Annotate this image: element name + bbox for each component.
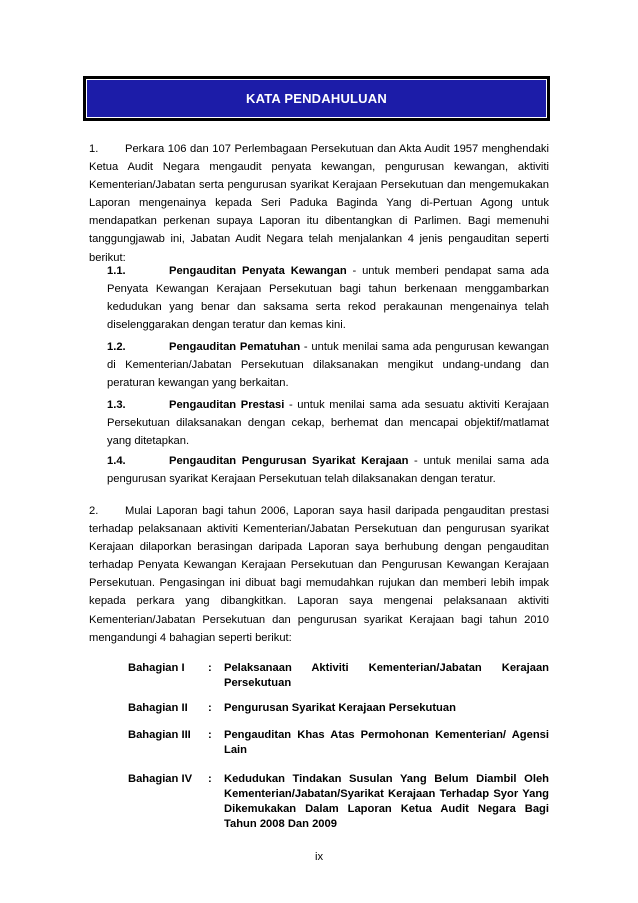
audit-type-1-4 bbox=[107, 452, 549, 488]
audit-type-1-4-text: - untuk menilai sama ada pengurusan syarikat Kerajaan Persekutuan telah dilaksanakan dengan teratur. bbox=[107, 455, 549, 486]
part-desc: Pengurusan Syarikat Kerajaan Persekutuan bbox=[224, 702, 456, 714]
audit-type-1-3-text: - untuk menilai sama ada sesuatu aktiviti Kerajaan Persekutuan dilaksanakan dengan cekap, berhemat dan mencapai objektif/matlamat yang ditetapkan. bbox=[107, 399, 549, 448]
paragraph-1-number: 1. bbox=[89, 143, 99, 155]
header-banner bbox=[83, 76, 550, 121]
audit-type-1-1-number: 1.1. bbox=[107, 265, 126, 277]
paragraph-1-text: Perkara 106 dan 107 Perlembagaan Persekutuan dan Akta Audit 1957 menghendaki Ketua Audit Negara mengaudit penyata kewangan, pengurusan kewangan, aktiviti Kementerian/Jabatan serta pengurusan syarikat Kerajaan Persekutuan dan mengemukakan Laporan mengenainya kepada Seri Paduka Baginda Yang di-Pertuan Agong untuk mendapatkan perkenan supaya Laporan itu dibentangkan di Parlimen. Bagi memenuhi tanggungjawab ini, Jabatan Audit Negara telah menjalankan 4 jenis pengauditan seperti berikut: bbox=[89, 143, 549, 264]
part-colon: : bbox=[208, 702, 212, 714]
audit-type-1-2-text: - untuk menilai sama ada pengurusan kewangan di Kementerian/Jabatan Persekutuan dilaksanakan mengikut undang-undang dan peraturan kewangan yang berkaitan. bbox=[107, 341, 549, 390]
audit-type-1-1-title: Pengauditan Penyata Kewangan bbox=[169, 265, 347, 277]
audit-type-1-4-number: 1.4. bbox=[107, 455, 126, 467]
audit-type-1-2-title: Pengauditan Pematuhan bbox=[169, 341, 301, 353]
part-row-4 bbox=[128, 772, 549, 832]
part-row-2 bbox=[128, 701, 549, 716]
part-desc: Pengauditan Khas Atas Permohonan Kementerian/ Agensi Lain bbox=[224, 729, 549, 756]
audit-type-1-4-title: Pengauditan Pengurusan Syarikat Kerajaan bbox=[169, 455, 409, 467]
parts-list bbox=[128, 661, 549, 832]
part-label: Bahagian III bbox=[128, 729, 191, 741]
paragraph-1 bbox=[89, 140, 549, 267]
paragraph-2-text: Mulai Laporan bagi tahun 2006, Laporan saya hasil daripada pengauditan prestasi terhadap pelaksanaan aktiviti Kementerian/Jabatan Persekutuan dan pengurusan syarikat Kerajaan dilaporkan berasingan daripada Laporan saya berhubung dengan pengauditan terhadap Penyata Kewangan Kerajaan Persekutuan dan Pengurusan Kewangan Kerajaan Persekutuan. Pengasingan ini dibuat bagi memudahkan rujukan dan memberi lebih impak kepada perkara yang dibangkitkan. Laporan saya mengenai pelaksanaan aktiviti Kementerian/Jabatan Persekutuan dan pengurusan syarikat Kerajaan bagi tahun 2010 mengandungi 4 bahagian seperti berikut: bbox=[89, 505, 549, 644]
part-colon: : bbox=[208, 729, 212, 741]
part-label: Bahagian I bbox=[128, 662, 185, 674]
audit-type-1-1 bbox=[107, 262, 549, 334]
audit-type-1-2 bbox=[107, 338, 549, 392]
part-label: Bahagian IV bbox=[128, 773, 193, 785]
audit-type-1-1-text: - untuk memberi pendapat sama ada Penyata Kewangan Kerajaan Persekutuan bagi tahun berkenaan menggambarkan kedudukan yang benar dan saksama serta rekod perakaunan mengenainya telah diselenggarakan dengan teratur dan kemas kini. bbox=[107, 265, 549, 332]
part-row-1 bbox=[128, 661, 549, 691]
page-number: ix bbox=[314, 851, 324, 863]
audit-type-1-2-number: 1.2. bbox=[107, 341, 126, 353]
part-row-3 bbox=[128, 728, 549, 758]
paragraph-2-number: 2. bbox=[89, 505, 99, 517]
header-banner-inner bbox=[86, 79, 547, 118]
part-desc: Kedudukan Tindakan Susulan Yang Belum Diambil Oleh Kementerian/Jabatan/Syarikat Kerajaan Terhadap Syor Yang Dikemukakan Dalam Laporan Ketua Audit Negara Bagi Tahun 2008 Dan 2009 bbox=[224, 773, 549, 830]
audit-type-1-3 bbox=[107, 396, 549, 450]
part-desc: Pelaksanaan Aktiviti Kementerian/Jabatan Kerajaan Persekutuan bbox=[224, 662, 549, 689]
part-colon: : bbox=[208, 773, 212, 785]
page-title: KATA PENDAHULUAN bbox=[246, 91, 387, 106]
part-label: Bahagian II bbox=[128, 702, 188, 714]
part-colon: : bbox=[208, 662, 212, 674]
audit-type-1-3-title: Pengauditan Prestasi bbox=[169, 399, 285, 411]
audit-type-1-3-number: 1.3. bbox=[107, 399, 126, 411]
paragraph-2 bbox=[89, 502, 549, 647]
